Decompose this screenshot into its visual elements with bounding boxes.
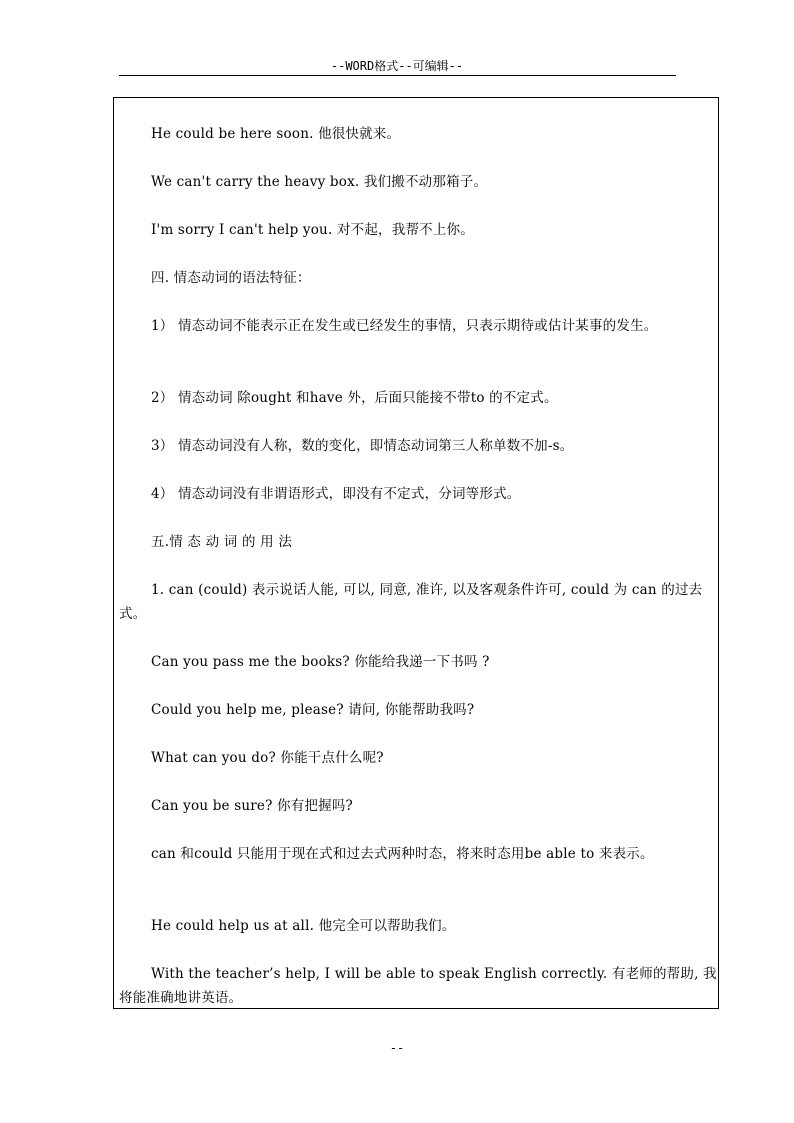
page-footer: -- <box>389 1041 405 1055</box>
paragraph: 1. can (could) 表示说话人能, 可以, 同意, 准许, 以及客观条件许可, could 为 can 的过去式。 <box>119 582 703 622</box>
paragraph: I'm sorry I can't help you. 对不起，我帮不上你。 <box>151 222 474 238</box>
paragraph: He could help us at all. 他完全可以帮助我们。 <box>151 918 456 934</box>
paragraph: With the teacher’s help, I will be able to speak English correctly. 有老师的帮助, 我将能准确地讲英语。 <box>119 966 717 1006</box>
paragraph: We can't carry the heavy box. 我们搬不动那箱子。 <box>151 174 488 190</box>
header-rule <box>119 75 676 76</box>
paragraph: He could be here soon. 他很快就来。 <box>151 126 401 142</box>
paragraph: can 和could 只能用于现在式和过去式两种时态，将来时态用be able to 来表示。 <box>151 846 654 862</box>
paragraph: Can you be sure? 你有把握吗? <box>151 798 353 814</box>
paragraph: 1） 情态动词不能表示正在发生或已经发生的事情，只表示期待或估计某事的发生。 <box>151 318 658 334</box>
paragraph: 3） 情态动词没有人称，数的变化，即情态动词第三人称单数不加-s。 <box>151 438 574 454</box>
paragraph: Can you pass me the books? 你能给我递一下书吗 ? <box>151 654 490 670</box>
section-heading: 五.情 态 动 词 的 用 法 <box>151 534 293 550</box>
paragraph: 2） 情态动词 除ought 和have 外，后面只能接不带to 的不定式。 <box>151 390 558 406</box>
page-header: --WORD格式--可编辑-- <box>330 59 464 73</box>
paragraph: What can you do? 你能干点什么呢? <box>151 750 384 766</box>
section-heading: 四. 情态动词的语法特征： <box>151 270 311 286</box>
paragraph: Could you help me, please? 请问, 你能帮助我吗? <box>151 702 475 718</box>
paragraph: 4） 情态动词没有非谓语形式，即没有不定式，分词等形式。 <box>151 486 521 502</box>
